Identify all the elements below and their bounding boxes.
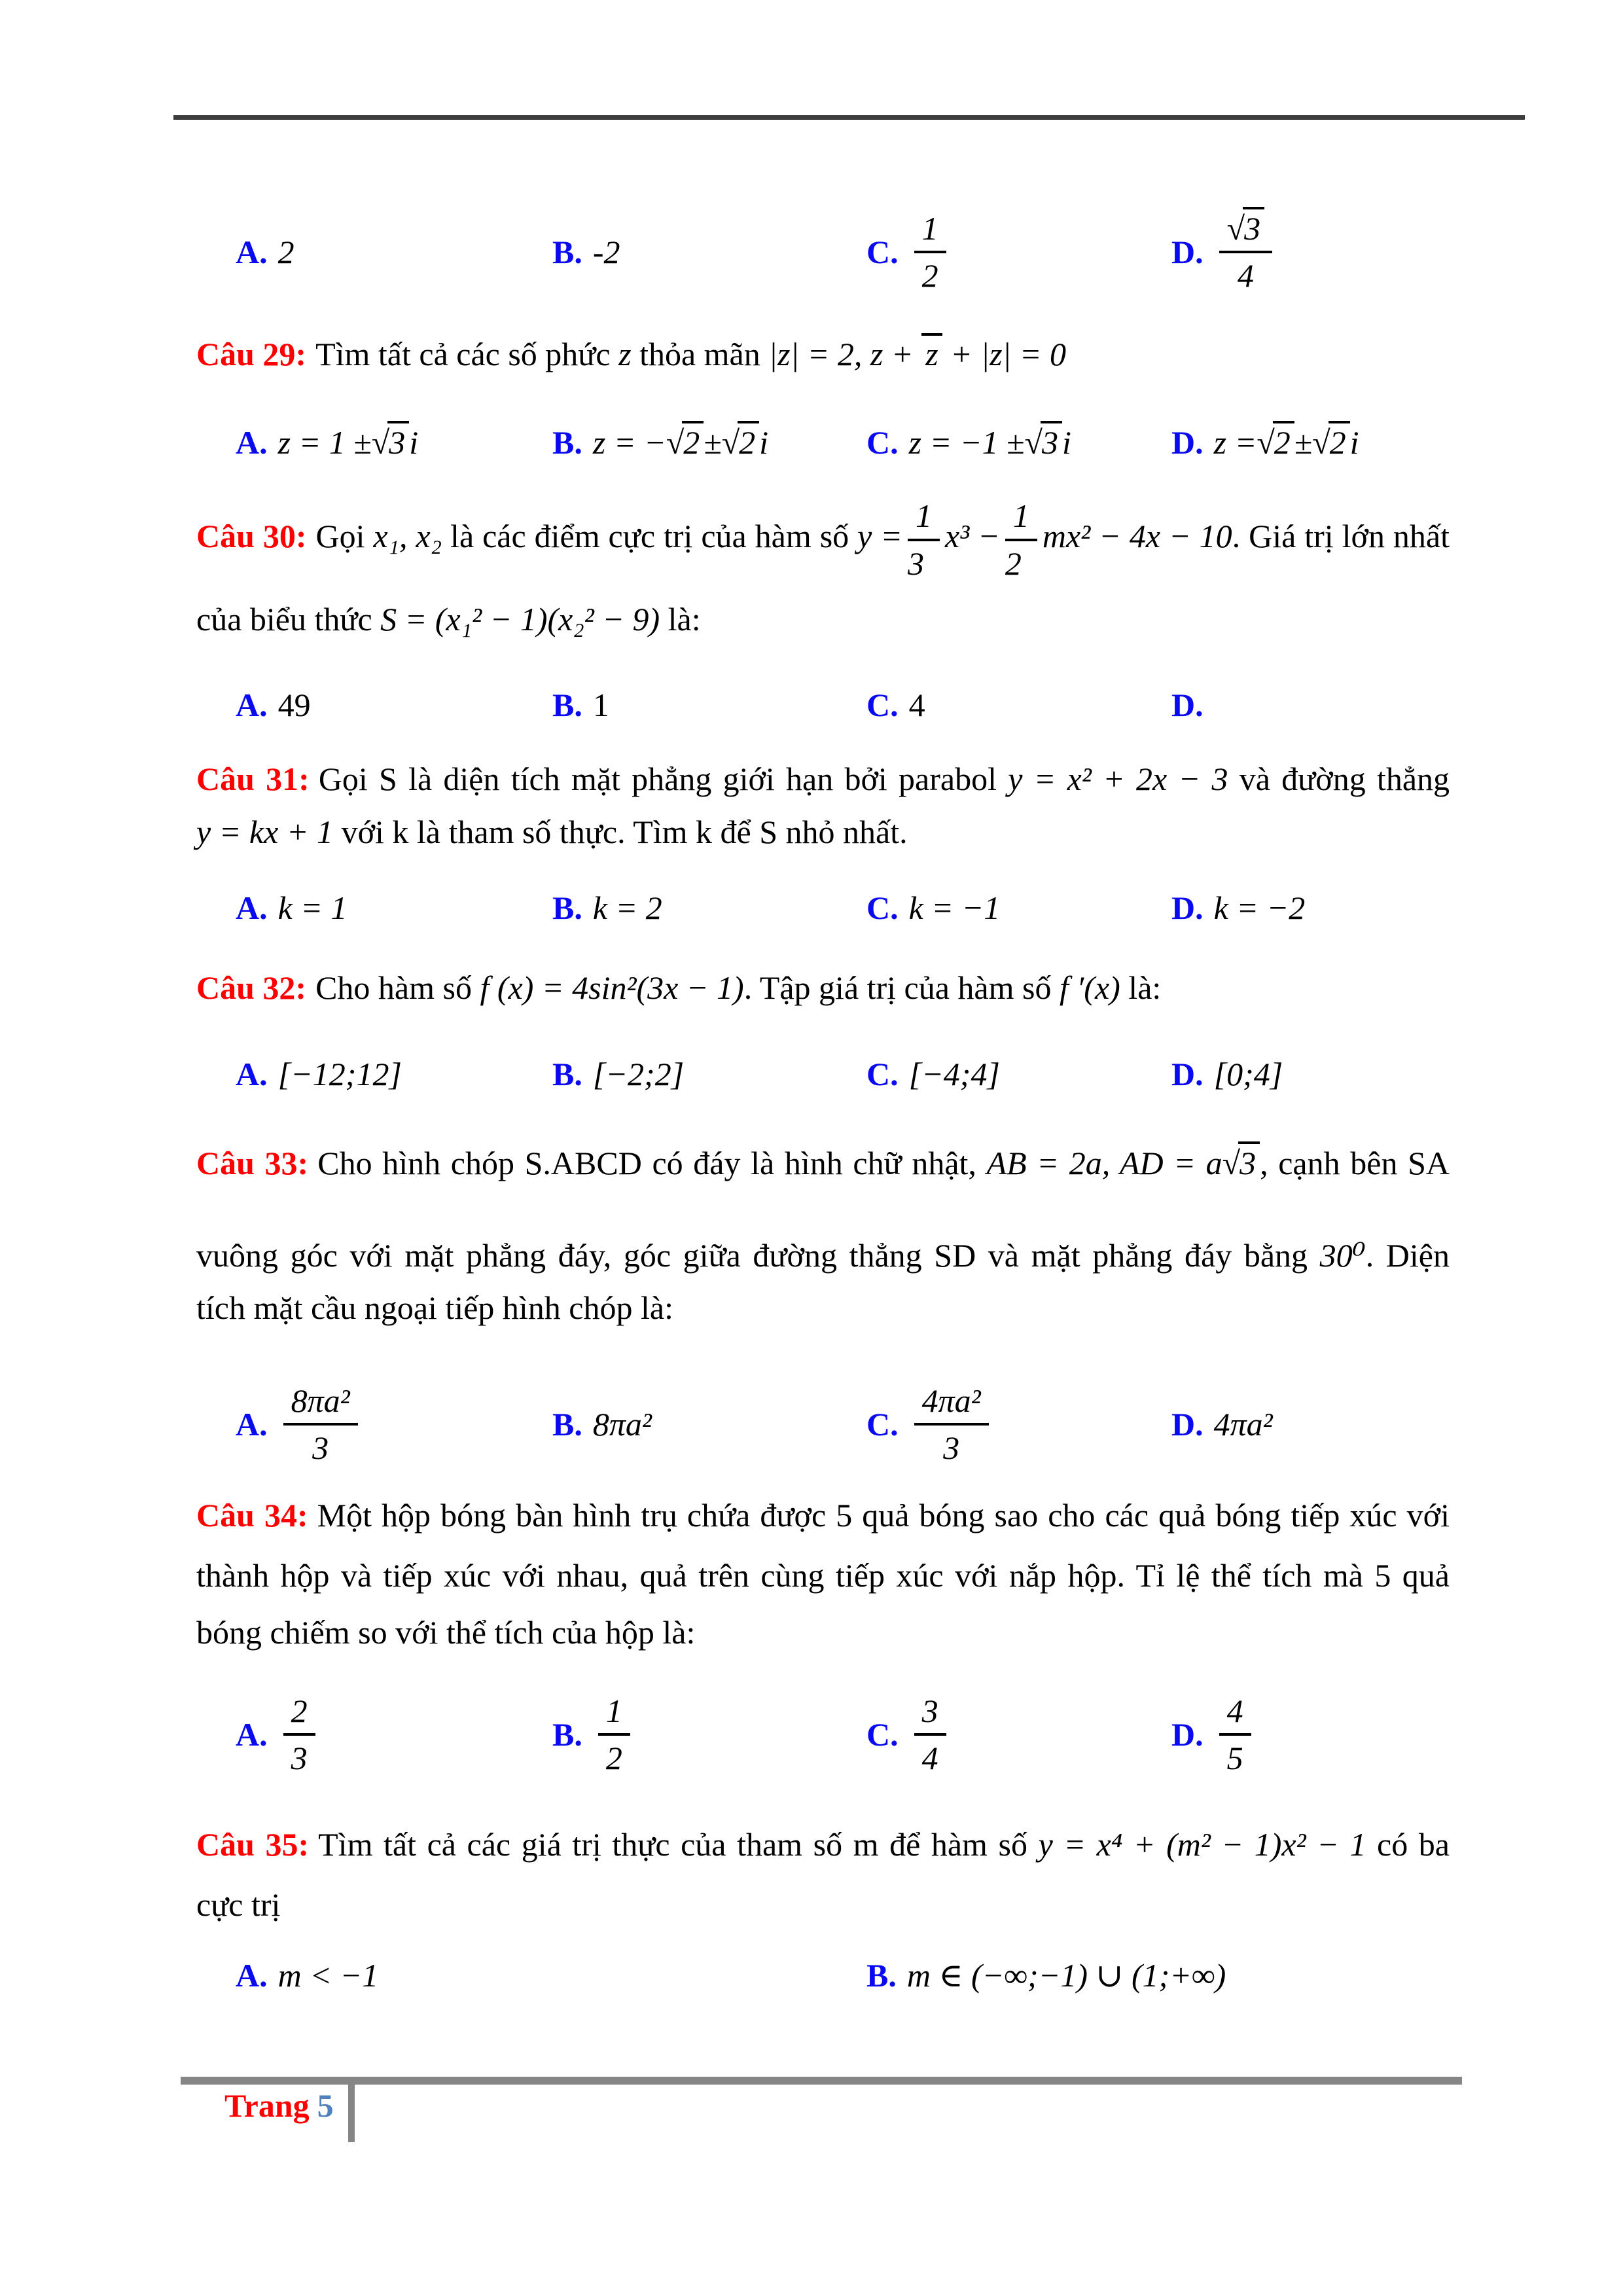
- question-text: . Diện: [1365, 1237, 1450, 1274]
- answer-letter: C.: [866, 889, 899, 926]
- answer-letter: B.: [866, 1957, 897, 1994]
- radical-icon: √: [1222, 1145, 1241, 1181]
- z-conjugate: z: [921, 333, 942, 372]
- question-text: có ba: [1377, 1826, 1450, 1863]
- answer-value: -2: [592, 234, 620, 270]
- question-35-answer-row: [196, 1920, 1450, 2031]
- answer-35-a: [236, 1920, 378, 2031]
- question-text: của biểu thức: [196, 601, 372, 637]
- question-text: . Giá trị lớn nhất: [1232, 518, 1450, 554]
- question-text: là các điểm cực trị của hàm số: [450, 518, 849, 554]
- math-expression: y = x⁴ + (m² − 1)x² − 1: [1038, 1826, 1366, 1863]
- fraction: [283, 1694, 315, 1776]
- answer-28-b: [552, 196, 620, 308]
- answer-31-a: [236, 852, 348, 963]
- answer-letter: C.: [866, 424, 899, 461]
- fraction: $\frac{1}{2}$: [1005, 499, 1037, 581]
- answer-34-a: [236, 1679, 321, 1790]
- math-expression: y = kx + 1: [196, 814, 334, 850]
- answer-value: 49: [277, 687, 311, 723]
- math-expression: |z| = 2, z + z + |z| = 0: [768, 333, 1066, 372]
- question-text: Cho hàm số: [315, 969, 472, 1006]
- math-expression: y = x² + 2x − 3: [1008, 761, 1228, 797]
- answer-28-d: [1171, 196, 1277, 308]
- answer-letter: B.: [552, 687, 582, 723]
- answer-letter: D.: [1171, 1716, 1204, 1753]
- answer-letter: B.: [552, 1406, 582, 1443]
- question-34-text-line3: [196, 1609, 1450, 1656]
- answer-value: k = −1: [908, 889, 1001, 926]
- answer-letter: A.: [236, 1957, 268, 1994]
- question-text: Cho hình chóp S.ABCD có đáy là hình chữ nhật,: [317, 1145, 976, 1181]
- answer-value: 4πa²: [1213, 1406, 1273, 1443]
- question-32-answer-row: [196, 1018, 1450, 1130]
- fraction-denominator: 3: [943, 1429, 960, 1466]
- question-text: là:: [1128, 969, 1162, 1006]
- fraction: [914, 1694, 946, 1776]
- answer-letter: C.: [866, 1056, 899, 1092]
- question-35-text-line1: [196, 1821, 1450, 1868]
- question-text: cực trị: [196, 1886, 281, 1923]
- fraction-denominator: 2: [605, 1740, 622, 1776]
- answer-value: m ∈ (−∞;−1) ∪ (1;+∞): [906, 1957, 1226, 1994]
- answer-value: 4: [908, 687, 925, 723]
- question-text: vuông góc với mặt phẳng đáy, góc giữa đường thẳng SD và mặt phẳng đáy bằng: [196, 1237, 1308, 1274]
- answer-letter: C.: [866, 1406, 899, 1443]
- question-30-text-line2: [196, 596, 1450, 643]
- fraction-numerator: 8πa²: [283, 1384, 358, 1426]
- fraction-denominator: 3: [312, 1429, 329, 1466]
- answer-31-c: [866, 852, 1000, 963]
- answer-letter: A.: [236, 889, 268, 926]
- answer-letter: D.: [1171, 1406, 1204, 1443]
- question-text: là:: [668, 601, 701, 637]
- answer-32-c: [866, 1018, 1000, 1130]
- question-32-label: Câu 32:: [196, 969, 307, 1006]
- question-text: Gọi: [315, 518, 365, 554]
- question-text: và đường thẳng: [1239, 761, 1450, 797]
- answer-value: z =√2 ±√2 i: [1214, 423, 1359, 461]
- question-31-label: Câu 31:: [196, 761, 310, 797]
- math-var: z: [618, 336, 632, 372]
- answer-28-a: [236, 196, 294, 308]
- answer-28-c: [866, 196, 952, 308]
- sqrt-expression: √2: [1257, 424, 1294, 461]
- answer-value: k = 2: [592, 889, 662, 926]
- math-expression: f (x) = 4sin²(3x − 1): [480, 969, 744, 1006]
- page-number-value: 5: [317, 2087, 334, 2124]
- answer-value: 1: [592, 687, 609, 723]
- question-31-answer-row: [196, 852, 1450, 963]
- sqrt-expression: √3: [1227, 210, 1264, 247]
- question-30-answer-row: [196, 649, 1450, 761]
- answer-35-b: [866, 1920, 1226, 2031]
- answer-value: z = −√2 ±√2 i: [593, 423, 768, 461]
- answer-letter: B.: [552, 1056, 582, 1092]
- question-text: Gọi S là diện tích mặt phẳng giới hạn bởi parabol: [318, 761, 997, 797]
- answer-33-a: [236, 1369, 363, 1480]
- answer-letter: C.: [866, 1716, 899, 1753]
- fraction-numerator: 4: [1219, 1694, 1251, 1736]
- answer-34-b: [552, 1679, 635, 1790]
- answer-letter: A.: [236, 234, 268, 270]
- answer-value: k = 1: [277, 889, 348, 926]
- answer-letter: D.: [1171, 687, 1204, 723]
- answer-letter: A.: [236, 1056, 268, 1092]
- fraction-denominator: 2: [921, 257, 938, 294]
- answer-letter: A.: [236, 424, 268, 461]
- sqrt-expression: √3: [372, 424, 409, 461]
- answer-value: [0;4]: [1213, 1056, 1283, 1092]
- fraction-numerator: [1219, 211, 1272, 254]
- radical-icon: √: [1024, 424, 1043, 461]
- answer-31-d: [1171, 852, 1305, 963]
- question-30-label: Câu 30:: [196, 518, 307, 554]
- fraction: [914, 211, 946, 293]
- footer-divider: [348, 2085, 355, 2142]
- question-30-text-line1: [196, 480, 1450, 592]
- answer-32-b: [552, 1018, 684, 1130]
- question-text: . Tập giá trị của hàm số: [743, 969, 1052, 1006]
- radical-icon: √: [721, 424, 740, 461]
- answer-32-a: [236, 1018, 402, 1130]
- answer-30-d: [1171, 649, 1214, 761]
- question-text: , cạnh bên SA: [1260, 1145, 1450, 1181]
- answer-letter: D.: [1171, 234, 1204, 270]
- answer-32-d: [1171, 1018, 1283, 1130]
- footer-rule: [181, 2077, 1462, 2085]
- fraction-denominator: 4: [921, 1740, 938, 1776]
- answer-30-b: [552, 649, 609, 761]
- sqrt-expression: √2: [722, 424, 759, 461]
- fraction-numerator: 3: [914, 1694, 946, 1736]
- answer-33-d: [1171, 1369, 1273, 1480]
- radical-icon: √: [1257, 424, 1275, 461]
- question-34-text-line2: [196, 1552, 1450, 1599]
- fraction-numerator: 1: [914, 211, 946, 254]
- answer-letter: D.: [1171, 1056, 1204, 1092]
- answer-34-c: [866, 1679, 952, 1790]
- question-35-label: Câu 35:: [196, 1826, 310, 1863]
- fraction-numerator: 4πa²: [914, 1384, 989, 1426]
- math-expression: x₁, x₂: [373, 518, 442, 554]
- answer-letter: D.: [1171, 889, 1204, 926]
- answer-34-d: [1171, 1679, 1257, 1790]
- answer-letter: B.: [552, 424, 582, 461]
- answer-33-c: [866, 1369, 994, 1480]
- question-text: bóng chiếm so với thể tích của hộp là:: [196, 1614, 696, 1651]
- answer-31-b: [552, 852, 662, 963]
- answer-30-c: [866, 649, 925, 761]
- answer-letter: D.: [1171, 424, 1204, 461]
- header-rule: [173, 115, 1525, 120]
- question-32-text: [196, 964, 1450, 1011]
- sqrt-expression: √3: [1222, 1145, 1260, 1181]
- question-text: tích mặt cầu ngoại tiếp hình chóp là:: [196, 1289, 673, 1326]
- question-text: Một hộp bóng bàn hình trụ chứa được 5 quả bóng sao cho các quả bóng tiếp xúc với: [317, 1497, 1450, 1534]
- answer-letter: C.: [866, 687, 899, 723]
- answer-letter: A.: [236, 1406, 268, 1443]
- question-text: Tìm tất cả các số phức: [315, 336, 611, 372]
- answer-30-a: [236, 649, 311, 761]
- question-33-label: Câu 33:: [196, 1145, 309, 1181]
- fraction: [914, 1384, 989, 1465]
- question-text: với k là tham số thực. Tìm k để S nhỏ nhất.: [341, 814, 908, 850]
- radical-icon: √: [1312, 424, 1330, 461]
- question-28-answer-row: [196, 196, 1450, 308]
- answer-value: [−12;12]: [277, 1056, 402, 1092]
- math-expression: y = $\frac{1}{3}$ x³ − $\frac{1}{2}$ mx² − 4x − 10: [857, 497, 1232, 582]
- question-text: thỏa mãn: [639, 336, 760, 372]
- radical-icon: √: [371, 424, 390, 461]
- answer-letter: B.: [552, 889, 582, 926]
- answer-letter: A.: [236, 687, 268, 723]
- answer-letter: B.: [552, 234, 582, 270]
- fraction-denominator: 4: [1237, 257, 1254, 294]
- answer-letter: B.: [552, 1716, 582, 1753]
- fraction-denominator: 3: [291, 1740, 308, 1776]
- question-33-text-line2: [196, 1232, 1450, 1279]
- question-text: thành hộp và tiếp xúc với nhau, quả trên cùng tiếp xúc với nắp hộp. Tỉ lệ thể tích mà 5 quả: [196, 1557, 1450, 1594]
- fraction: $\frac{1}{3}$: [908, 499, 940, 581]
- question-33-answer-row: [196, 1369, 1450, 1480]
- question-33-text-line3: [196, 1284, 1450, 1331]
- question-34-label: Câu 34:: [196, 1497, 308, 1534]
- answer-value: [−4;4]: [908, 1056, 1000, 1092]
- fraction-numerator: 1: [598, 1694, 630, 1736]
- math-expression: AB = 2a, AD = a√3: [987, 1145, 1260, 1181]
- answer-value: 2: [277, 234, 294, 270]
- math-expression: f ′(x): [1059, 969, 1120, 1006]
- math-expression: 30⁰: [1319, 1237, 1366, 1274]
- radical-icon: √: [666, 424, 685, 461]
- question-34-answer-row: [196, 1679, 1450, 1790]
- answer-value: z = 1 ±√3 i: [278, 423, 419, 461]
- fraction: [1219, 211, 1272, 293]
- sqrt-expression: √3: [1025, 424, 1062, 461]
- answer-value: m < −1: [277, 1957, 379, 1994]
- fraction-numerator: 2: [283, 1694, 315, 1736]
- radical-icon: √: [1226, 209, 1245, 247]
- page-number-label: Trang: [224, 2087, 310, 2124]
- answer-value: [−2;2]: [592, 1056, 685, 1092]
- question-34-text-line1: [196, 1492, 1450, 1539]
- answer-letter: A.: [236, 1716, 268, 1753]
- answer-value: 8πa²: [592, 1406, 652, 1443]
- fraction: [598, 1694, 630, 1776]
- fraction-denominator: 5: [1226, 1740, 1243, 1776]
- question-29-label: Câu 29:: [196, 336, 307, 372]
- question-text: Tìm tất cả các giá trị thực của tham số m để hàm số: [318, 1826, 1027, 1863]
- answer-value: k = −2: [1213, 889, 1306, 926]
- question-31-text-line2: [196, 808, 1450, 855]
- fraction: [283, 1384, 358, 1465]
- sqrt-expression: √2: [666, 424, 704, 461]
- answer-33-b: [552, 1369, 652, 1480]
- answer-value: z = −1 ±√3 i: [909, 423, 1071, 461]
- question-29-text: [196, 331, 1450, 378]
- math-expression: S = (x₁² − 1)(x₂² − 9): [380, 601, 660, 637]
- question-31-text-line1: [196, 755, 1450, 802]
- page-number: [224, 2087, 334, 2125]
- question-33-text-line1: [196, 1139, 1450, 1187]
- answer-letter: C.: [866, 234, 899, 270]
- sqrt-expression: √2: [1312, 424, 1349, 461]
- fraction: [1219, 1694, 1251, 1776]
